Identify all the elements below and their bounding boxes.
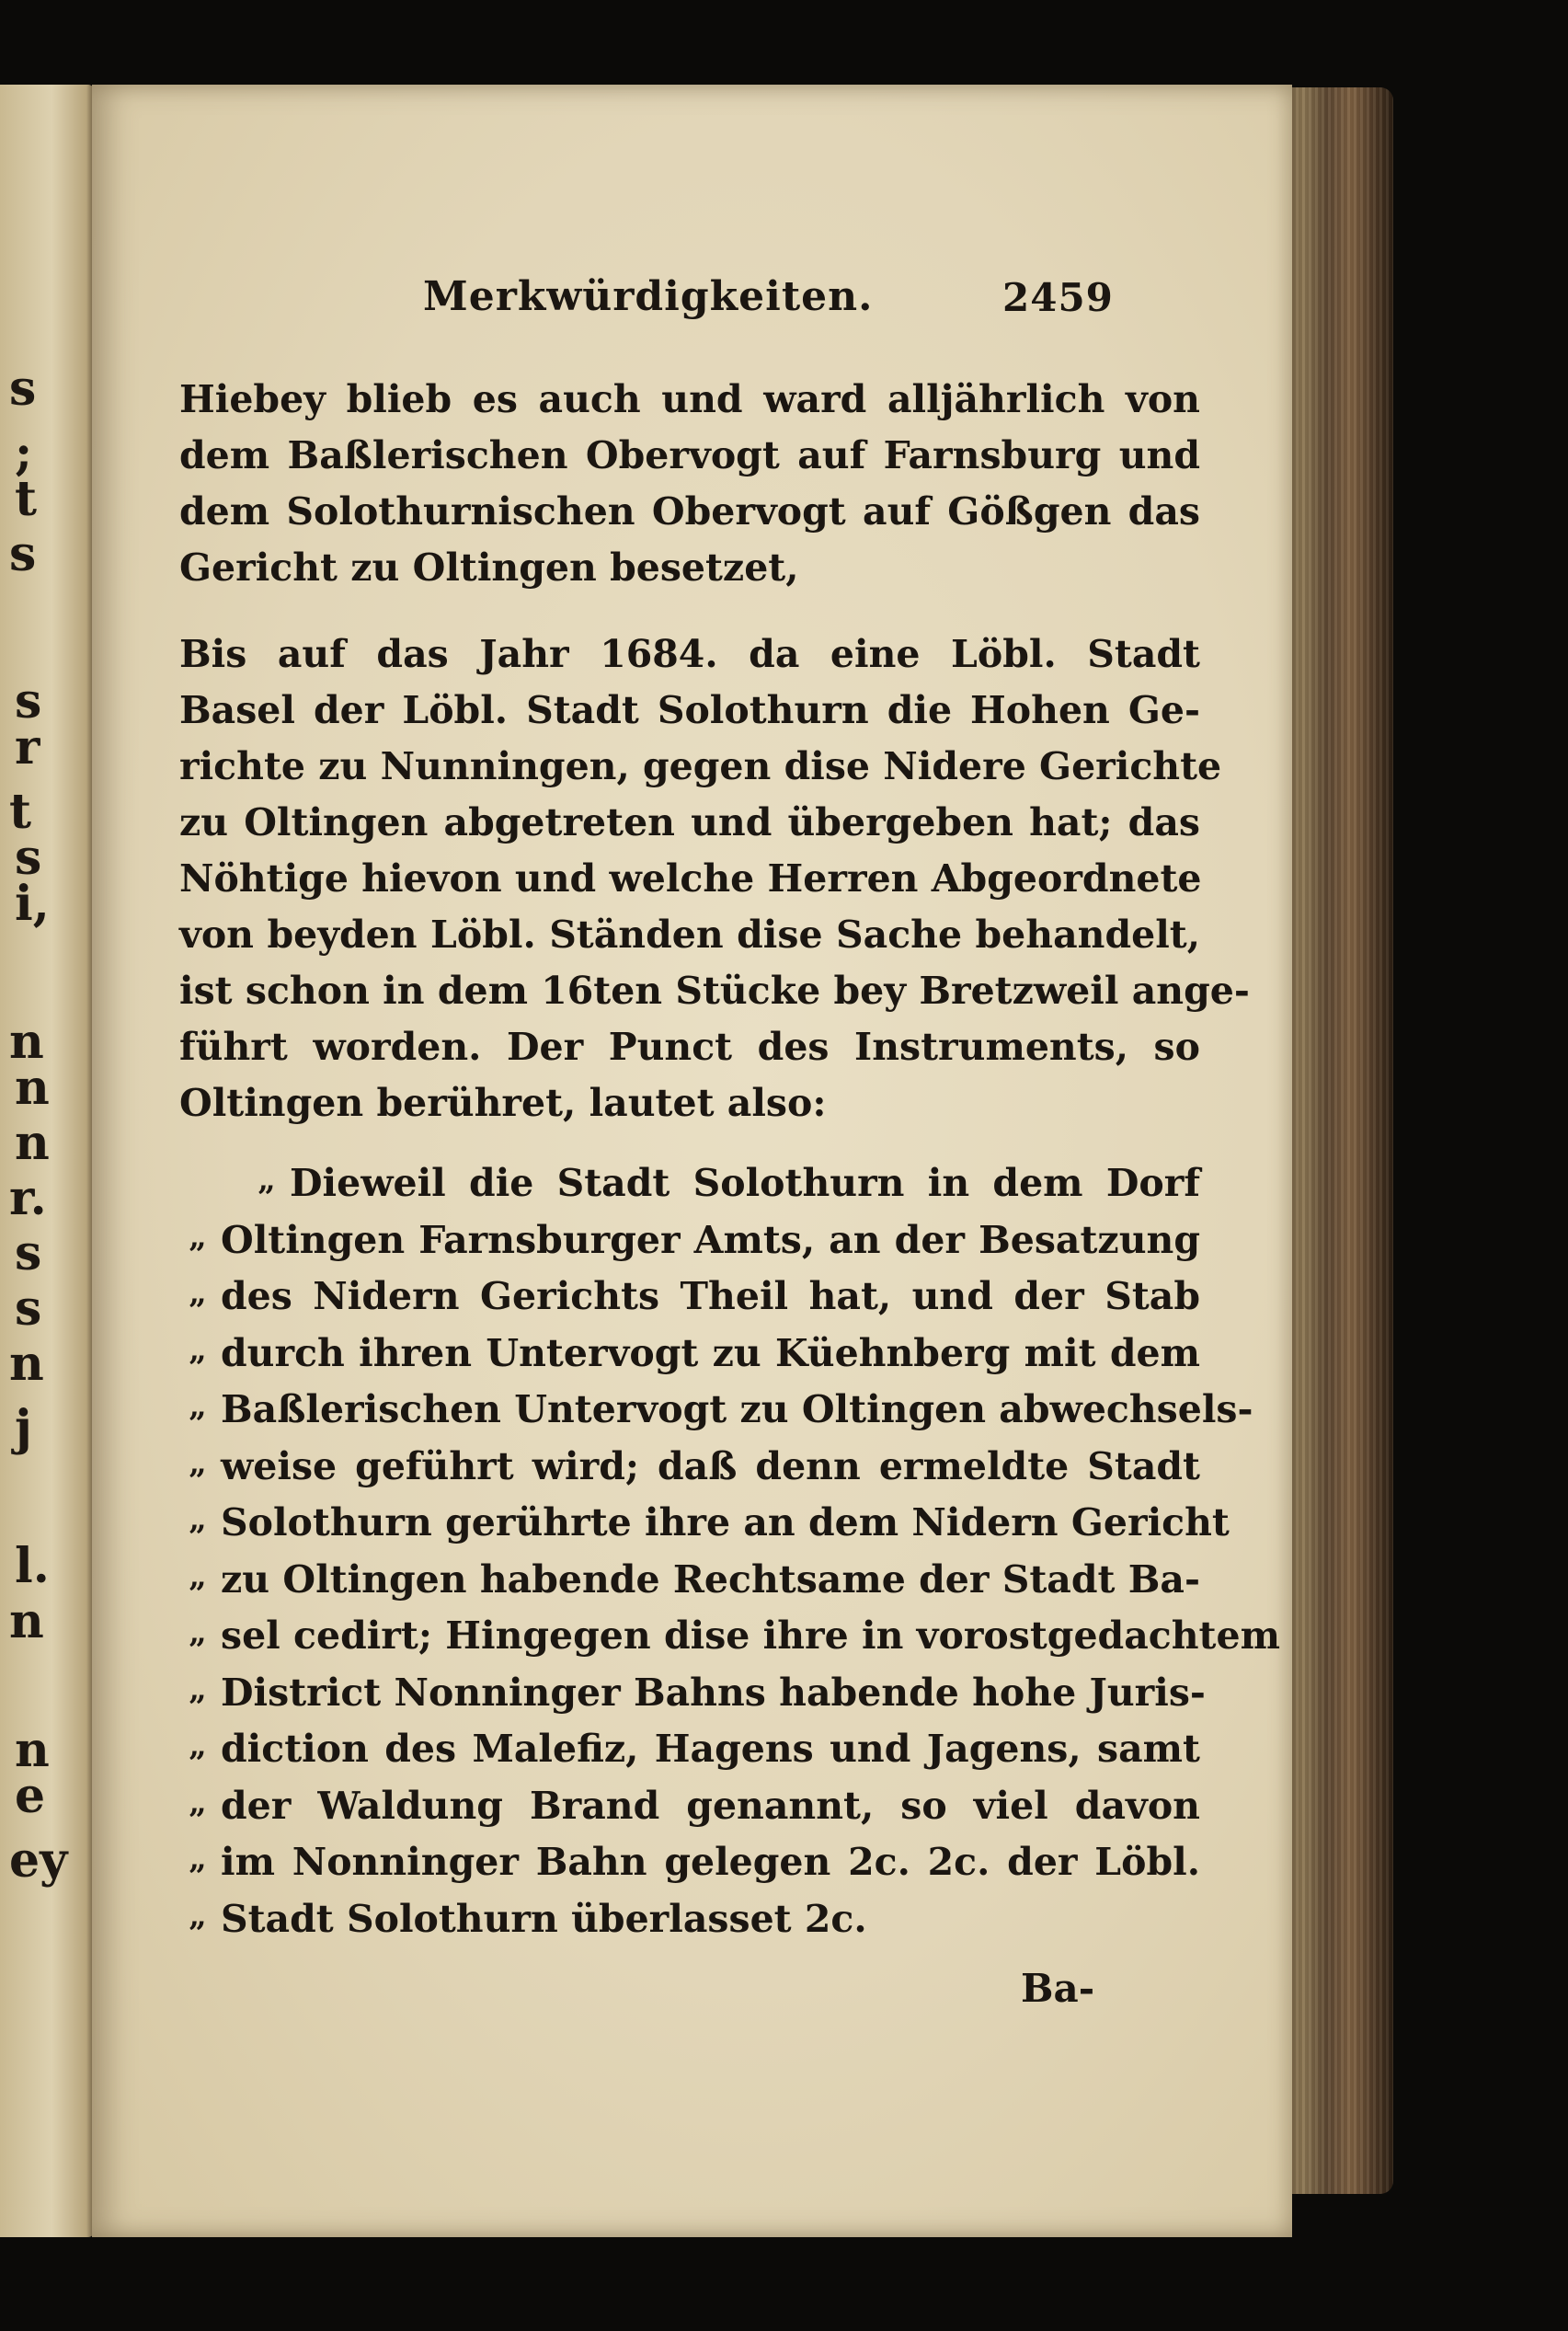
quotation-line: sel cedirt; Hingegen dise ihre in vorostgedachtem <box>221 1613 1280 1658</box>
page-text <box>92 85 1292 2237</box>
quotation-mark: „ <box>189 1445 207 1482</box>
paragraph-2-line: ist schon in dem 16ten Stücke bey Bretzweil ange- <box>179 969 1250 1013</box>
paragraph-1-line: dem Solothurnischen Obervogt auf Gößgen das <box>179 489 1200 534</box>
quotation-mark: „ <box>189 1219 207 1256</box>
left-page-fragment: s <box>15 830 42 886</box>
quotation-line: der Waldung Brand genannt, so viel davon <box>221 1784 1200 1828</box>
quotation-mark: „ <box>258 1162 276 1199</box>
left-page-fragment: e <box>15 1768 46 1824</box>
left-page-fragment: s <box>15 1225 42 1281</box>
running-header: Merkwürdigkeiten. <box>423 273 874 320</box>
left-page-fragment: t <box>15 471 38 527</box>
quotation-mark: „ <box>189 1841 207 1877</box>
left-page-fragment: s <box>9 361 37 417</box>
quotation-line: Oltingen Farnsburger Amts, an der Besatzung <box>221 1218 1200 1262</box>
quotation-line: durch ihren Untervogt zu Küehnberg mit dem <box>221 1331 1200 1375</box>
quotation-mark: „ <box>189 1501 207 1538</box>
paragraph-2-line: von beyden Löbl. Ständen dise Sache behandelt, <box>179 913 1200 957</box>
left-page-fragments <box>2 85 85 2237</box>
paragraph-2-line: Bis auf das Jahr 1684. da eine Löbl. Stadt <box>179 632 1200 676</box>
document-page <box>92 85 1292 2237</box>
left-page-fragment: j <box>15 1400 32 1456</box>
paragraph-1-line: Gericht zu Oltingen besetzet, <box>179 545 799 590</box>
quotation-line: weise geführt wird; daß denn ermeldte Stadt <box>221 1444 1200 1488</box>
quotation-line: diction des Malefiz, Hagens und Jagens, samt <box>221 1727 1200 1771</box>
quotation-mark: „ <box>189 1785 207 1821</box>
quotation-mark: „ <box>189 1332 207 1369</box>
left-page-fragment: s <box>9 526 37 582</box>
paragraph-1-line: dem Baßlerischen Obervogt auf Farnsburg und <box>179 433 1200 477</box>
quotation-line: des Nidern Gerichts Theil hat, und der Stab <box>221 1274 1200 1318</box>
left-page-fragment: s <box>15 1280 42 1337</box>
left-page-fragment: s <box>15 673 42 729</box>
book-page-edges <box>1283 87 1393 2194</box>
quotation-mark: „ <box>189 1388 207 1425</box>
left-page-edge <box>0 85 94 2237</box>
left-page-fragment: l. <box>15 1538 50 1594</box>
left-page-fragment: n <box>15 1722 50 1778</box>
left-page-fragment: n <box>9 1336 44 1392</box>
paragraph-2-line: Nöhtige hievon und welche Herren Abgeordnete <box>179 856 1202 901</box>
quotation-mark: „ <box>189 1671 207 1708</box>
quotation-line: Solothurn gerührte ihre an dem Nidern Gericht <box>221 1500 1230 1544</box>
left-page-fragment: ey <box>9 1832 68 1889</box>
paragraph-2-line: richte zu Nunningen, gegen dise Nidere Gerichte <box>179 744 1222 788</box>
left-page-fragment: r <box>15 719 40 775</box>
left-page-fragment: t <box>9 784 32 840</box>
quotation-line: Stadt Solothurn überlasset 2c. <box>221 1897 867 1941</box>
quotation-mark: „ <box>189 1728 207 1764</box>
quotation-mark: „ <box>189 1275 207 1312</box>
quotation-line: Baßlerischen Untervogt zu Oltingen abwechsels- <box>221 1387 1253 1431</box>
left-page-fragment: ; <box>15 425 33 481</box>
quotation-line: District Nonninger Bahns habende hohe Juris- <box>221 1671 1206 1715</box>
quotation-mark: „ <box>189 1898 207 1935</box>
quotation-line: Dieweil die Stadt Solothurn in dem Dorf <box>290 1161 1200 1205</box>
page-edge-lines <box>1283 87 1393 2194</box>
paragraph-2-line: führt worden. Der Punct des Instruments, so <box>179 1025 1200 1069</box>
quotation-line: im Nonninger Bahn gelegen 2c. 2c. der Löbl. <box>221 1840 1200 1884</box>
left-page-fragment: n <box>9 1593 44 1649</box>
quotation-mark: „ <box>189 1558 207 1595</box>
left-page-fragment: n <box>15 1060 50 1116</box>
left-page-fragment: n <box>15 1115 50 1171</box>
left-page-fragment: r. <box>9 1170 47 1226</box>
paragraph-2-line: Basel der Löbl. Stadt Solothurn die Hohen Ge- <box>179 688 1200 732</box>
left-page-fragment: n <box>9 1014 44 1070</box>
paragraph-2-line: zu Oltingen abgetreten und übergeben hat; das <box>179 800 1200 844</box>
catchword: Ba- <box>1021 1966 1095 2011</box>
paragraph-2-line: Oltingen berühret, lautet also: <box>179 1081 827 1125</box>
left-page-fragment: i, <box>15 876 50 932</box>
page-number: 2459 <box>1002 275 1114 320</box>
paragraph-1-line: Hiebey blieb es auch und ward alljährlich von <box>179 377 1200 421</box>
quotation-line: zu Oltingen habende Rechtsame der Stadt Ba- <box>221 1557 1200 1602</box>
quotation-mark: „ <box>189 1614 207 1651</box>
